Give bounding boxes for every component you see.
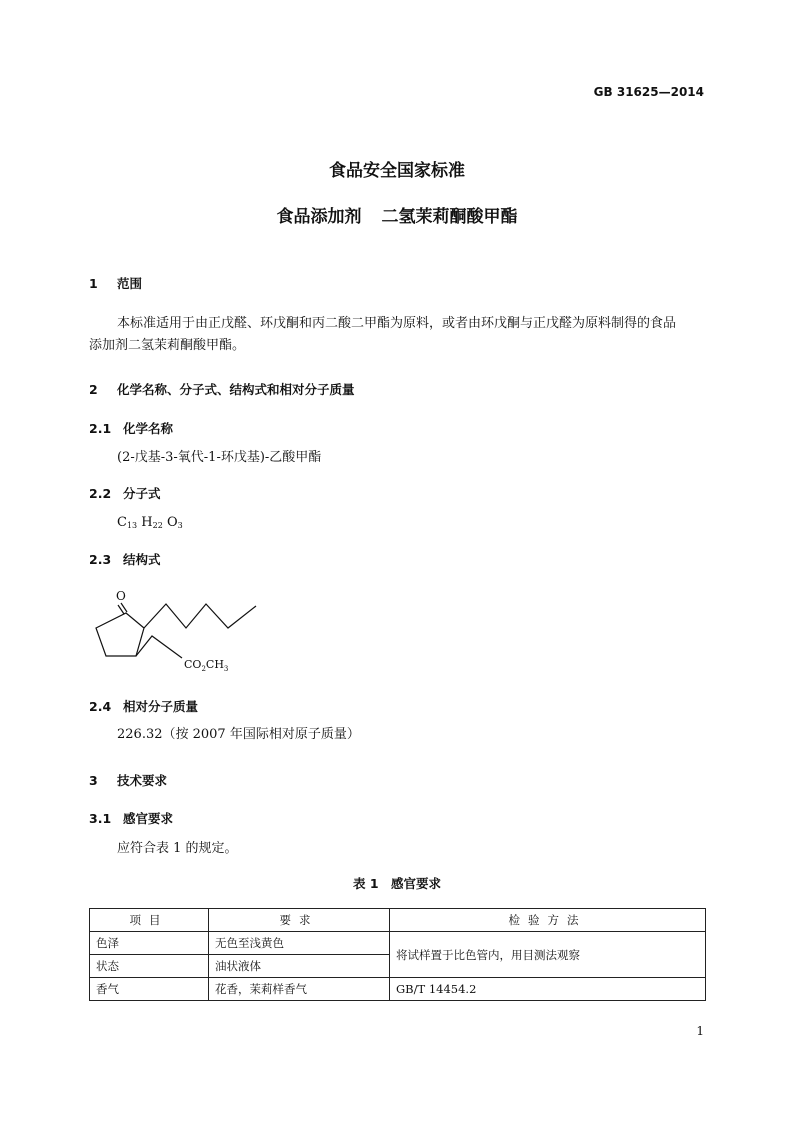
header-method: 检验方法	[390, 909, 706, 932]
molecule-bonds	[96, 603, 256, 658]
section-1-heading	[89, 274, 142, 292]
table-caption: 表 1 感官要求	[352, 876, 442, 891]
section-title: 化学名称、分子式、结构式和相对分子质量	[117, 382, 355, 397]
section-title: 分子式	[123, 486, 161, 501]
section-number: 1	[89, 276, 98, 291]
sensory-requirements-table	[89, 908, 706, 1001]
section-title: 结构式	[123, 552, 161, 567]
formula-h-sub: 22	[152, 521, 163, 530]
molecular-formula	[117, 512, 183, 537]
section-number: 2.4	[89, 699, 112, 714]
header-requirement: 要求	[209, 909, 390, 932]
oxygen-label: O	[116, 589, 126, 603]
section-title: 范围	[117, 276, 143, 291]
header-item: 项目	[90, 909, 209, 932]
formula-c: C	[117, 515, 127, 530]
section-2-1-heading	[89, 419, 173, 437]
section-title: 相对分子质量	[123, 699, 199, 714]
section-3-1-heading	[89, 809, 173, 827]
row-requirement: 无色至浅黄色	[209, 932, 390, 955]
chemical-name: (2-戊基-3-氧代-1-环戊基)-乙酸甲酯	[117, 450, 322, 465]
requirement-note: 应符合表 1 的规定。	[117, 841, 238, 856]
subtitle-part2: 二氢茉莉酮酸甲酯	[381, 207, 518, 227]
row-requirement: 花香，茉莉样香气	[209, 978, 390, 1001]
section-number: 2.3	[89, 552, 112, 567]
row-requirement: 油状液体	[209, 955, 390, 978]
row-item: 色泽	[90, 932, 209, 955]
table-row	[90, 932, 706, 955]
section-title: 化学名称	[123, 421, 174, 436]
section-2-3-heading	[89, 550, 161, 568]
scope-paragraph-line1: 本标准适用于由正戊醛、环戊酮和丙二酸二甲酯为原料，或者由环戊酮与正戊醛为原料制得的食品	[117, 316, 677, 331]
section-number: 2	[89, 382, 98, 397]
table-header-row	[90, 909, 706, 932]
subtitle-part1: 食品添加剂	[276, 207, 362, 227]
standard-code: GB 31625—2014	[593, 85, 704, 99]
pentyl-chain	[144, 604, 256, 628]
formula-o: O	[166, 515, 178, 530]
section-number: 3	[89, 773, 98, 788]
scope-paragraph-line2: 添加剂二氢茉莉酮酸甲酯。	[89, 338, 246, 353]
structural-formula	[88, 582, 288, 682]
section-number: 2.1	[89, 421, 112, 436]
document-title: 食品安全国家标准	[329, 161, 465, 181]
section-3-heading	[89, 771, 167, 789]
section-2-heading	[89, 380, 355, 398]
row-item: 状态	[90, 955, 209, 978]
formula-o-sub: 3	[177, 521, 183, 530]
row-method: GB/T 14454.2	[390, 978, 706, 1001]
molecular-mass: 226.32（按 2007 年国际相对原子质量）	[117, 727, 360, 742]
section-2-2-heading	[89, 484, 161, 502]
section-number: 2.2	[89, 486, 112, 501]
table-row	[90, 978, 706, 1001]
document-subtitle	[0, 202, 794, 227]
section-title: 感官要求	[123, 811, 174, 826]
page-number: 1	[696, 1024, 704, 1038]
acetate-chain	[136, 636, 182, 658]
row-method-merged: 将试样置于比色管内，用目测法观察	[390, 932, 706, 978]
row-item: 香气	[90, 978, 209, 1001]
section-title: 技术要求	[117, 773, 168, 788]
cyclopentane-ring	[96, 613, 144, 656]
ester-label: $CO_2CH_3$	[184, 658, 229, 673]
section-number: 3.1	[89, 811, 112, 826]
section-2-4-heading	[89, 697, 198, 715]
formula-c-sub: 13	[126, 521, 138, 530]
formula-h: H	[141, 515, 153, 530]
